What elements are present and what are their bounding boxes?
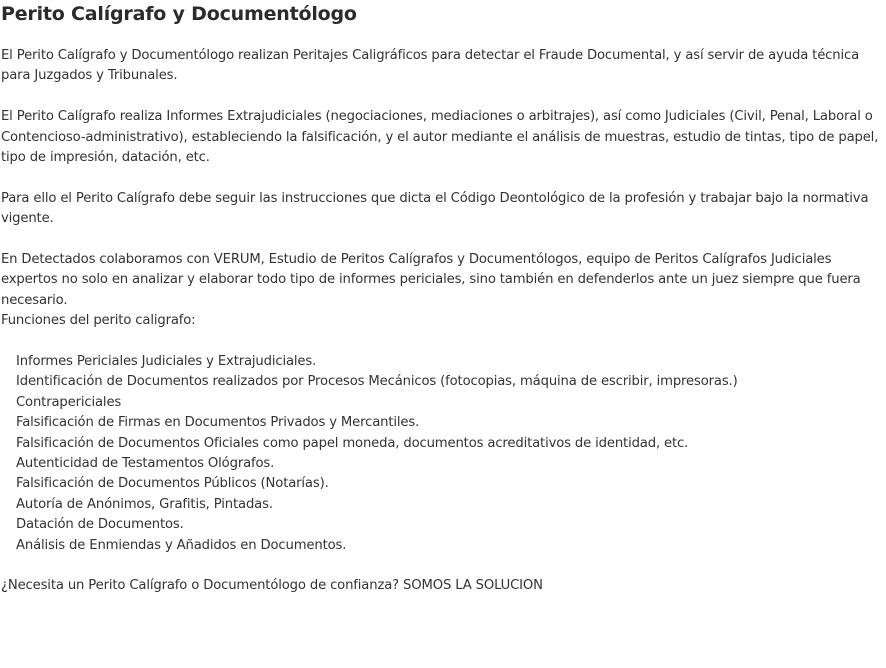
collaboration-paragraph: En Detectados colaboramos con VERUM, Estudio de Peritos Calígrafos y Documentólogos, equipo de Peritos Calígrafos Judiciales expertos no solo en analizar y elaborar todo tipo de informes periciales, sino también en defenderlos ante un juez siempre que fuera necesario. xyxy=(1,252,861,308)
list-item: Identificación de Documentos realizados por Procesos Mecánicos (fotocopias, máquina de escribir, impresoras.) xyxy=(16,374,738,390)
closing-question: ¿Necesita un Perito Calígrafo o Documentólogo de confianza? xyxy=(1,578,399,594)
closing-paragraph xyxy=(1,576,886,596)
list-item: Falsificación de Documentos Públicos (Notarías). xyxy=(16,476,329,492)
functions-heading: Funciones del perito caligrafo: xyxy=(1,313,196,329)
article-body xyxy=(1,46,886,597)
page-title: Perito Calígrafo y Documentólogo xyxy=(1,3,357,25)
list-item: Contrapericiales xyxy=(16,394,122,410)
list-item: Falsificación de Documentos Oficiales como papel moneda, documentos acreditativos de identidad, etc. xyxy=(16,435,689,451)
list-item: Autoría de Anónimos, Grafitis, Pintadas. xyxy=(16,496,273,512)
list-item: Informes Periciales Judiciales y Extrajudiciales. xyxy=(16,354,317,370)
list-item: Falsificación de Firmas en Documentos Privados y Mercantiles. xyxy=(16,415,420,431)
functions-list xyxy=(1,352,886,556)
intro-paragraph: El Perito Calígrafo y Documentólogo realizan Peritajes Caligráficos para detectar el Fraude Documental, y así servir de ayuda técnica para Juzgados y Tribunales. xyxy=(1,48,860,84)
list-item: Autenticidad de Testamentos Ológrafos. xyxy=(16,456,275,472)
list-item: Datación de Documentos. xyxy=(16,517,184,533)
solution-link[interactable]: SOMOS LA SOLUCION xyxy=(403,578,543,594)
code-paragraph: Para ello el Perito Calígrafo debe seguir las instrucciones que dicta el Código Deontológico de la profesión y trabajar bajo la normativa vigente. xyxy=(1,190,869,227)
list-item: Análisis de Enmiendas y Añadidos en Documentos. xyxy=(16,537,347,553)
reports-paragraph: El Perito Calígrafo realiza Informes Extrajudiciales (negociaciones, mediaciones o arbitrajes), así como Judiciales (Civil, Penal, Laboral o Contencioso-administrativo), estableciendo la falsificación, y el autor mediante el análisis de muestras, estudio de tintas, tipo de papel, tipo de impresión, datación, etc. xyxy=(1,109,879,166)
